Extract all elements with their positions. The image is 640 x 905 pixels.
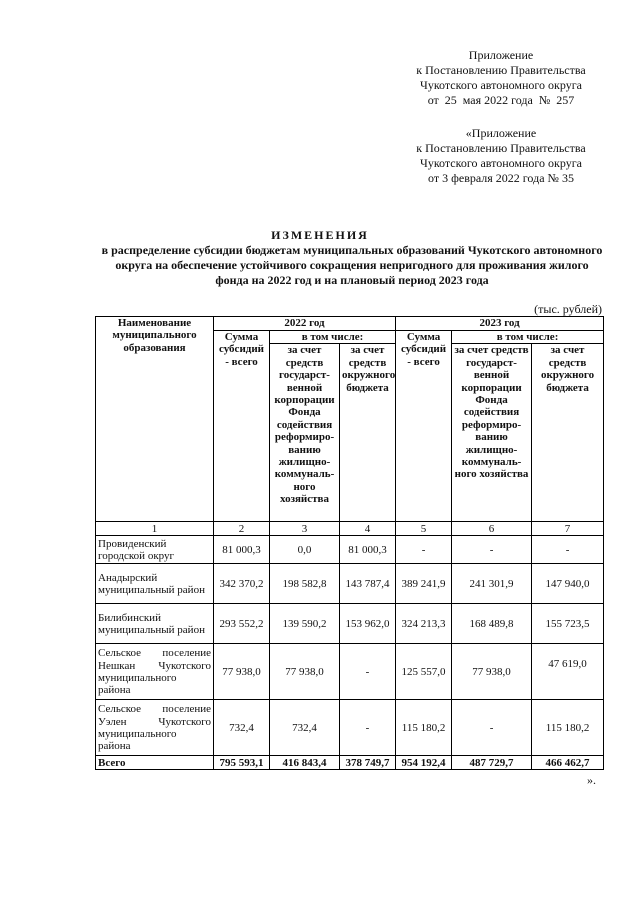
appendix-line: от 3 февраля 2022 года № 35 xyxy=(428,171,574,185)
header-year-2023: 2023 год xyxy=(396,317,604,331)
appendix-header-new xyxy=(396,48,606,108)
column-number: 6 xyxy=(452,522,532,536)
table-row xyxy=(96,700,604,756)
value-cell: 342 370,2 xyxy=(214,564,270,604)
total-value: 954 192,4 xyxy=(396,756,452,770)
value-cell: 81 000,3 xyxy=(340,536,396,564)
value-cell: - xyxy=(340,700,396,756)
value-cell: 143 787,4 xyxy=(340,564,396,604)
appendix-line: Чукотского автономного округа xyxy=(420,156,582,170)
appendix-header-old xyxy=(396,126,606,186)
table-row xyxy=(96,564,604,604)
total-label: Всего xyxy=(96,756,214,770)
total-value: 466 462,7 xyxy=(532,756,604,770)
value-cell: 125 557,0 xyxy=(396,644,452,700)
appendix-line: к Постановлению Правительства xyxy=(416,63,586,77)
value-cell: 115 180,2 xyxy=(532,700,604,756)
value-cell: 389 241,9 xyxy=(396,564,452,604)
value-cell: 732,4 xyxy=(214,700,270,756)
total-value: 487 729,7 xyxy=(452,756,532,770)
column-number: 7 xyxy=(532,522,604,536)
total-value: 416 843,4 xyxy=(270,756,340,770)
header-year-2022: 2022 год xyxy=(214,317,396,331)
municipality-name: Сельское поселение Уэлен Чукотского муниципального района xyxy=(96,700,214,756)
municipality-name: Сельское поселение Нешкан Чукотского муниципального района xyxy=(96,644,214,700)
value-cell: 115 180,2 xyxy=(396,700,452,756)
value-cell: - xyxy=(452,536,532,564)
header-fund-2023: за счет средств государст-венной корпорации Фонда содействия реформиро-ванию жилищно-коммуналь-ного хозяйства xyxy=(452,344,532,522)
value-cell: 198 582,8 xyxy=(270,564,340,604)
value-cell: 47 619,0 xyxy=(532,644,604,700)
value-cell: 153 962,0 xyxy=(340,604,396,644)
value-cell: 147 940,0 xyxy=(532,564,604,604)
column-number: 1 xyxy=(96,522,214,536)
value-cell: 732,4 xyxy=(270,700,340,756)
column-number: 4 xyxy=(340,522,396,536)
closing-quote: ». xyxy=(587,773,596,787)
total-row xyxy=(96,756,604,770)
header-including-2022: в том числе: xyxy=(270,331,396,344)
total-value: 378 749,7 xyxy=(340,756,396,770)
document-title: ИЗМЕНЕНИЯ xyxy=(271,228,369,242)
table-row xyxy=(96,604,604,644)
value-cell: 168 489,8 xyxy=(452,604,532,644)
value-cell: 0,0 xyxy=(270,536,340,564)
municipality-name: Анадырский муниципальный район xyxy=(96,564,214,604)
column-numbers-row xyxy=(96,522,604,536)
value-cell: - xyxy=(396,536,452,564)
value-cell: 241 301,9 xyxy=(452,564,532,604)
header-including-2023: в том числе: xyxy=(452,331,604,344)
table-row xyxy=(96,644,604,700)
column-number: 3 xyxy=(270,522,340,536)
municipality-name: Билибинский муниципальный район xyxy=(96,604,214,644)
value-cell: 77 938,0 xyxy=(452,644,532,700)
value-cell: 81 000,3 xyxy=(214,536,270,564)
value-cell: - xyxy=(340,644,396,700)
appendix-line: Чукотского автономного округа xyxy=(420,78,582,92)
header-district-2022: за счет средств окружного бюджета xyxy=(340,344,396,522)
header-name: Наименование муниципального образования xyxy=(96,317,214,522)
value-cell: - xyxy=(532,536,604,564)
value-cell: 77 938,0 xyxy=(214,644,270,700)
value-cell: 155 723,5 xyxy=(532,604,604,644)
appendix-line: к Постановлению Правительства xyxy=(416,141,586,155)
header-district-2023: за счет средств окружного бюджета xyxy=(532,344,604,522)
value-cell: 77 938,0 xyxy=(270,644,340,700)
appendix-line: «Приложение xyxy=(465,126,537,140)
document-subtitle: в распределение субсидии бюджетам муниципальных образований Чукотского автономного округа на обеспечение устойчивого сокращения непригодного для проживания жилого фонда на 2022 год и на плановый период 2023 года xyxy=(101,243,603,287)
value-cell: 293 552,2 xyxy=(214,604,270,644)
header-fund-2022: за счет средств государст-венной корпорации Фонда содействия реформиро-ванию жилищно-коммуналь-ного хозяйства xyxy=(270,344,340,522)
units-label: (тыс. рублей) xyxy=(534,302,602,316)
value-cell: 139 590,2 xyxy=(270,604,340,644)
header-total-2022: Сумма субсидий - всего xyxy=(214,331,270,522)
total-value: 795 593,1 xyxy=(214,756,270,770)
value-cell: 324 213,3 xyxy=(396,604,452,644)
appendix-line: Приложение xyxy=(468,48,534,62)
table-row xyxy=(96,536,604,564)
value-cell: - xyxy=(452,700,532,756)
header-total-2023: Сумма субсидий - всего xyxy=(396,331,452,522)
column-number: 2 xyxy=(214,522,270,536)
municipality-name: Провиденский городской округ xyxy=(96,536,214,564)
appendix-line: от 25 мая 2022 года № 257 xyxy=(427,93,575,107)
column-number: 5 xyxy=(396,522,452,536)
subsidy-table xyxy=(95,316,604,770)
